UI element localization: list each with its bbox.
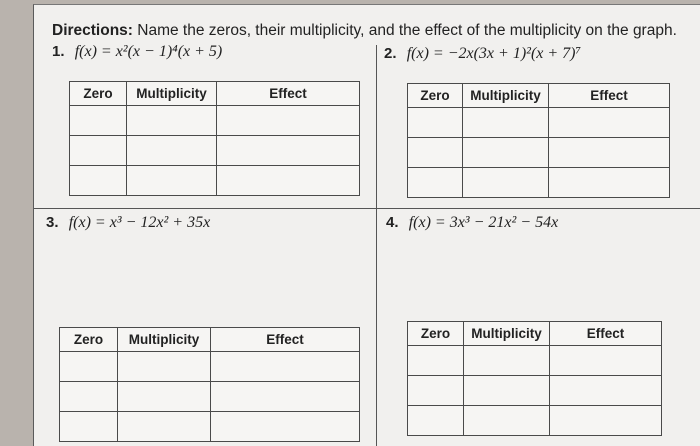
multiplicity-header: Multiplicity (463, 84, 549, 108)
effect-header: Effect (217, 82, 360, 106)
multiplicity-cell[interactable] (464, 406, 550, 436)
zero-cell[interactable] (70, 106, 127, 136)
problem-3-equation: f(x) = x³ − 12x² + 35x (68, 214, 211, 231)
multiplicity-cell[interactable] (127, 136, 217, 166)
zero-cell[interactable] (70, 166, 127, 196)
problem-4 (386, 214, 558, 232)
horizontal-divider (34, 208, 700, 209)
zero-header: Zero (408, 84, 463, 108)
problem-1 (52, 43, 222, 61)
effect-cell[interactable] (211, 382, 360, 412)
multiplicity-cell[interactable] (463, 138, 549, 168)
multiplicity-cell[interactable] (463, 108, 549, 138)
problem-2 (384, 45, 581, 63)
table-header-row (408, 84, 670, 108)
vertical-divider (376, 45, 377, 446)
multiplicity-header: Multiplicity (464, 322, 550, 346)
effect-cell[interactable] (211, 352, 360, 382)
problem-3-number: 3. (46, 214, 59, 231)
table-row (408, 406, 662, 436)
effect-header: Effect (211, 328, 360, 352)
effect-cell[interactable] (217, 106, 360, 136)
problem-4-number: 4. (386, 214, 399, 231)
zero-cell[interactable] (408, 406, 464, 436)
zero-cell[interactable] (408, 168, 463, 198)
multiplicity-cell[interactable] (464, 376, 550, 406)
effect-header: Effect (550, 322, 662, 346)
effect-cell[interactable] (550, 346, 662, 376)
table-row (60, 382, 360, 412)
problem-2-number: 2. (384, 45, 397, 62)
problem-2-table (407, 83, 670, 198)
effect-cell[interactable] (549, 168, 670, 198)
zero-cell[interactable] (60, 352, 118, 382)
table-row (60, 352, 360, 382)
problem-4-equation: f(x) = 3x³ − 21x² − 54x (408, 214, 559, 231)
multiplicity-cell[interactable] (464, 346, 550, 376)
effect-cell[interactable] (549, 138, 670, 168)
multiplicity-cell[interactable] (118, 412, 211, 442)
zero-cell[interactable] (70, 136, 127, 166)
effect-cell[interactable] (550, 406, 662, 436)
problem-1-number: 1. (52, 43, 65, 60)
table-row (70, 166, 360, 196)
table-row (70, 106, 360, 136)
zero-header: Zero (408, 322, 464, 346)
directions (52, 22, 677, 40)
zero-cell[interactable] (408, 346, 464, 376)
table-row (408, 108, 670, 138)
multiplicity-cell[interactable] (463, 168, 549, 198)
multiplicity-cell[interactable] (127, 166, 217, 196)
table-row (408, 138, 670, 168)
table-header-row (60, 328, 360, 352)
effect-cell[interactable] (550, 376, 662, 406)
problem-4-table (407, 321, 662, 436)
directions-text: Name the zeros, their multiplicity, and the effect of the multiplicity on the graph. (137, 22, 677, 39)
worksheet (33, 4, 700, 446)
table-row (408, 346, 662, 376)
table-row (60, 412, 360, 442)
effect-header: Effect (549, 84, 670, 108)
table-header-row (70, 82, 360, 106)
zero-cell[interactable] (408, 108, 463, 138)
zero-cell[interactable] (60, 412, 118, 442)
multiplicity-cell[interactable] (127, 106, 217, 136)
multiplicity-header: Multiplicity (127, 82, 217, 106)
multiplicity-cell[interactable] (118, 352, 211, 382)
table-row (408, 376, 662, 406)
zero-cell[interactable] (60, 382, 118, 412)
problem-2-equation: f(x) = −2x(3x + 1)²(x + 7)⁷ (406, 45, 582, 62)
effect-cell[interactable] (217, 136, 360, 166)
multiplicity-cell[interactable] (118, 382, 211, 412)
zero-cell[interactable] (408, 138, 463, 168)
zero-cell[interactable] (408, 376, 464, 406)
problem-1-table (69, 81, 360, 196)
effect-cell[interactable] (217, 166, 360, 196)
directions-label: Directions: (52, 22, 133, 39)
effect-cell[interactable] (211, 412, 360, 442)
zero-header: Zero (60, 328, 118, 352)
table-row (70, 136, 360, 166)
table-row (408, 168, 670, 198)
problem-3 (46, 214, 210, 232)
problem-1-equation: f(x) = x²(x − 1)⁴(x + 5) (74, 43, 223, 60)
zero-header: Zero (70, 82, 127, 106)
table-header-row (408, 322, 662, 346)
multiplicity-header: Multiplicity (118, 328, 211, 352)
effect-cell[interactable] (549, 108, 670, 138)
problem-3-table (59, 327, 360, 442)
